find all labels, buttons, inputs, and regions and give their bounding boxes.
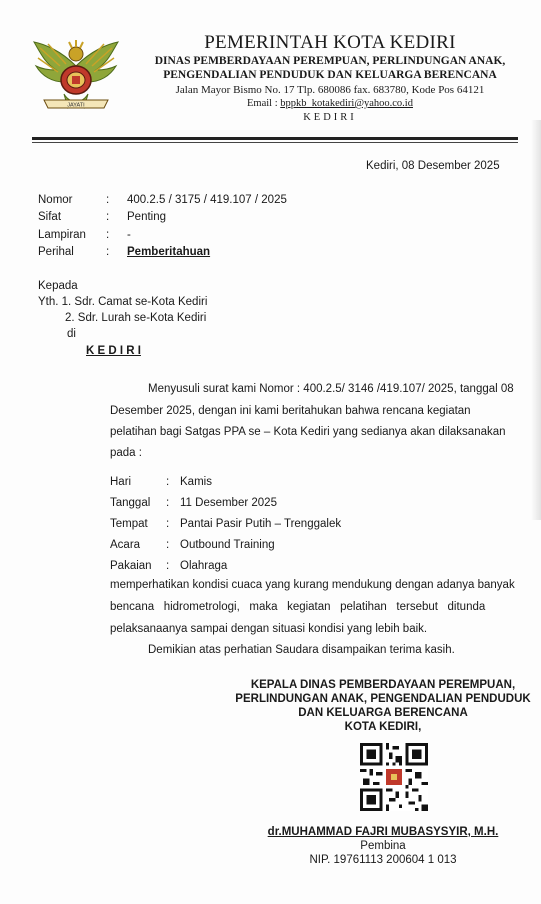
page-curl-shadow bbox=[531, 120, 541, 520]
letterhead-divider-thin bbox=[32, 142, 518, 143]
meta-sep: : bbox=[106, 246, 110, 258]
letterhead-city: KEDIRI bbox=[303, 112, 357, 123]
letterhead-email-line bbox=[130, 98, 530, 109]
detail-label-hari: Hari bbox=[110, 476, 132, 488]
qr-code-icon bbox=[360, 743, 428, 811]
recipient-di: di bbox=[67, 328, 76, 340]
letterhead-title: PEMERINTAH KOTA KEDIRI bbox=[204, 32, 456, 53]
recipient-line2: 2. Sdr. Lurah se-Kota Kediri bbox=[65, 312, 207, 324]
body-p1-line4: pada : bbox=[110, 447, 142, 459]
meta-sep: : bbox=[106, 211, 110, 223]
recipient-kepada: Kepada bbox=[38, 280, 78, 292]
signature-line3: DAN KELUARGA BERENCANA bbox=[298, 707, 468, 719]
body-closing: Demikian atas perhatian Saudara disampaikan terima kasih. bbox=[148, 644, 455, 656]
kota-kediri-emblem-icon bbox=[30, 36, 122, 116]
detail-value-tempat: Pantai Pasir Putih – Trenggalek bbox=[180, 518, 342, 530]
body-p2-line2: bencana hidrometrologi, maka kegiatan pelatihan tersebut ditunda bbox=[110, 601, 486, 613]
detail-value-hari: Kamis bbox=[180, 476, 212, 488]
detail-value-acara: Outbound Training bbox=[180, 539, 275, 551]
detail-sep: : bbox=[166, 560, 170, 572]
letterhead-dept-line2: PENGENDALIAN PENDUDUK DAN KELUARGA BERENCANA bbox=[163, 69, 497, 81]
meta-label-sifat: Sifat bbox=[38, 211, 62, 223]
detail-label-tanggal: Tanggal bbox=[110, 497, 151, 509]
signatory-name: dr.MUHAMMAD FAJRI MUBASYSYIR, M.H. bbox=[267, 826, 499, 838]
detail-label-pakaian: Pakaian bbox=[110, 560, 152, 572]
body-p2-line1: memperhatikan kondisi cuaca yang kurang mendukung dengan adanya banyak bbox=[110, 579, 515, 591]
detail-sep: : bbox=[166, 476, 170, 488]
meta-label-nomor: Nomor bbox=[38, 194, 73, 206]
meta-value-perihal: Pemberitahuan bbox=[127, 246, 211, 258]
letterhead-address: Jalan Mayor Bismo No. 17 Tlp. 680086 fax. 683780, Kode Pos 64121 bbox=[175, 84, 485, 96]
meta-value-lampiran: - bbox=[127, 229, 131, 241]
body-p1-line3: pelatihan bagi Satgas PPA se – Kota Kediri yang sedianya akan dilaksanakan bbox=[110, 426, 506, 438]
detail-label-tempat: Tempat bbox=[110, 518, 148, 530]
meta-value-sifat: Penting bbox=[127, 211, 167, 223]
signature-line1: KEPALA DINAS PEMBERDAYAAN PEREMPUAN, bbox=[250, 679, 516, 691]
body-p1-line2: Desember 2025, dengan ini kami beritahukan bahwa rencana kegiatan bbox=[110, 405, 471, 417]
signatory-rank: Pembina bbox=[360, 840, 406, 852]
signature-line4: KOTA KEDIRI, bbox=[344, 721, 422, 733]
email-link[interactable]: bppkb_kotakediri@yahoo.co.id bbox=[280, 98, 413, 109]
detail-sep: : bbox=[166, 539, 170, 551]
emblem-text: JAYATI bbox=[67, 102, 85, 109]
recipient-place: K E D I R I bbox=[86, 345, 141, 357]
body-p1-line1: Menyusuli surat kami Nomor : 400.2.5/ 3146 /419.107/ 2025, tanggal 08 bbox=[148, 383, 514, 395]
recipient-line1: Yth. 1. Sdr. Camat se-Kota Kediri bbox=[38, 296, 208, 308]
meta-sep: : bbox=[106, 194, 110, 206]
meta-value-nomor: 400.2.5 / 3175 / 419.107 / 2025 bbox=[127, 194, 287, 206]
body-p2-line3: pelaksanaanya sampai dengan situasi kondisi yang lebih baik. bbox=[110, 623, 428, 635]
meta-label-lampiran: Lampiran bbox=[38, 229, 86, 241]
signature-line2: PERLINDUNGAN ANAK, PENGENDALIAN PENDUDUK bbox=[235, 693, 531, 705]
detail-sep: : bbox=[166, 497, 170, 509]
letterhead-dept-line1: DINAS PEMBERDAYAAN PEREMPUAN, PERLINDUNGAN ANAK, bbox=[154, 55, 506, 67]
letterhead-divider-thick bbox=[32, 137, 518, 140]
letter-date: Kediri, 08 Desember 2025 bbox=[366, 160, 500, 172]
detail-value-tanggal: 11 Desember 2025 bbox=[180, 497, 277, 509]
detail-sep: : bbox=[166, 518, 170, 530]
email-label: Email : bbox=[247, 98, 281, 109]
signatory-nip: NIP. 19761113 200604 1 013 bbox=[309, 854, 457, 866]
detail-label-acara: Acara bbox=[110, 539, 141, 551]
detail-value-pakaian: Olahraga bbox=[180, 560, 228, 572]
meta-sep: : bbox=[106, 229, 110, 241]
meta-label-perihal: Perihal bbox=[38, 246, 74, 258]
